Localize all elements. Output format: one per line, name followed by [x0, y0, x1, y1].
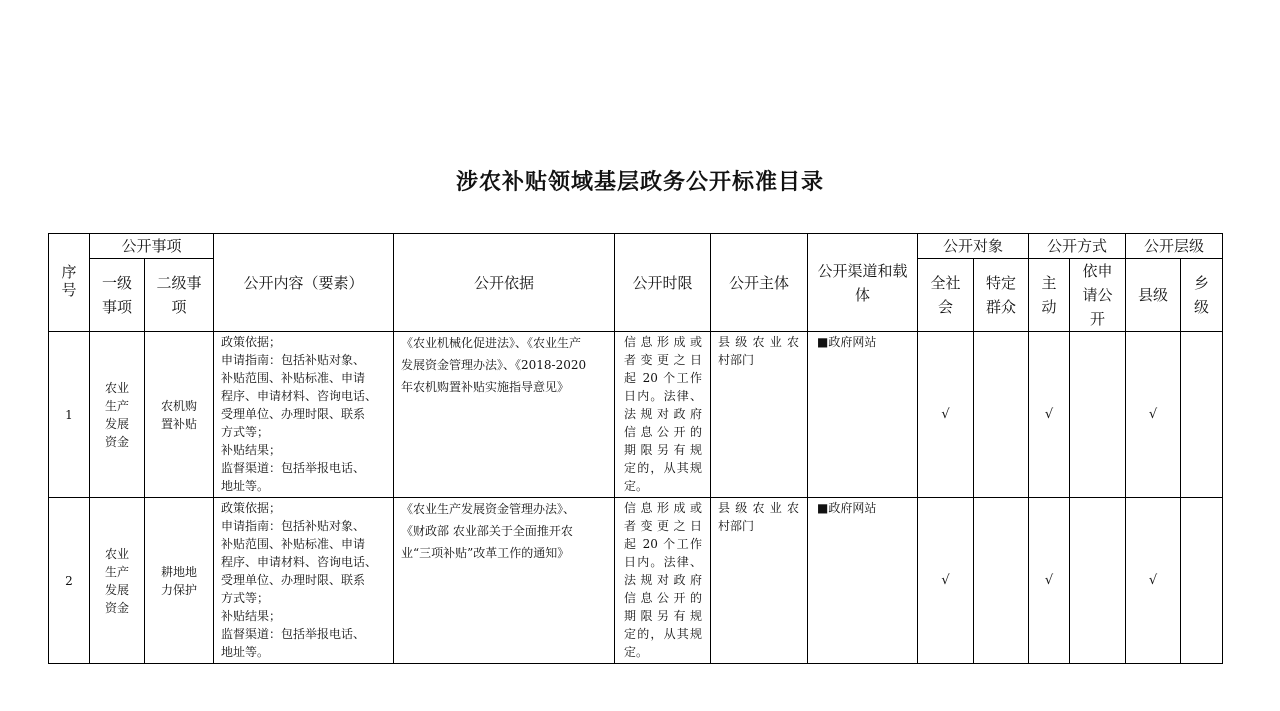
- row-township-check: [1181, 332, 1223, 498]
- header-object-group: 公开对象: [918, 234, 1029, 259]
- cell-line: 定的，从其规: [624, 627, 703, 641]
- cell-line: 县级农业农: [718, 501, 800, 515]
- row-seq: 2: [49, 498, 90, 664]
- cell-line: 《农业机械化促进法》、《农业生产: [401, 336, 582, 350]
- header-basis: 公开依据: [394, 234, 615, 332]
- cell-line: 信息公开的: [624, 425, 703, 439]
- row-channel: ■政府网站: [808, 332, 918, 498]
- cell-line: 《财政部 农业部关于全面推开农: [401, 524, 573, 538]
- cell-line: 受理单位、办理时限、联系: [221, 573, 366, 587]
- disclosure-catalog-table: [48, 233, 1223, 664]
- cell-line: 程序、申请材料、咨询电话、: [221, 555, 378, 569]
- row-subject: [711, 498, 808, 664]
- cell-line: 期限另有规: [624, 443, 703, 457]
- row-level1: 农业生产发展资金: [90, 332, 145, 498]
- cell-line: 方式等；: [221, 591, 270, 605]
- cell-line: 政策依据；: [221, 335, 282, 349]
- cell-line: 信息形成或: [624, 335, 703, 349]
- header-time-limit: 公开时限: [615, 234, 711, 332]
- document-title: 涉农补贴领域基层政务公开标准目录: [455, 170, 824, 195]
- row-subject: [711, 332, 808, 498]
- cell-line: 村部门: [718, 353, 755, 367]
- cell-line: 受理单位、办理时限、联系: [221, 407, 366, 421]
- cell-line: 县级农业农: [718, 335, 800, 349]
- header-on-request: 依申请公开: [1070, 259, 1126, 332]
- row-active-check: √: [1029, 498, 1070, 664]
- row-seq: 1: [49, 332, 90, 498]
- header-specific-group: 特定群众: [974, 259, 1029, 332]
- cell-line: 起 20 个工作: [624, 371, 703, 385]
- cell-line: 监督渠道：包括举报电话、: [221, 461, 366, 475]
- cell-line: 地址等。: [221, 645, 270, 659]
- cell-line: 申请指南：包括补贴对象、: [221, 519, 366, 533]
- cell-line: 地址等。: [221, 479, 270, 493]
- cell-line: 补贴范围、补贴标准、申请: [221, 371, 366, 385]
- table-row: [49, 332, 1223, 498]
- header-channel: 公开渠道和载体: [808, 234, 918, 332]
- row-county-check: √: [1126, 498, 1181, 664]
- cell-line: 者变更之日: [624, 353, 703, 367]
- header-all-society: 全社会: [918, 259, 974, 332]
- header-township: 乡级: [1181, 259, 1223, 332]
- cell-line: 定。: [624, 645, 649, 659]
- cell-line: 《农业生产发展资金管理办法》、: [401, 502, 576, 516]
- row-active-check: √: [1029, 332, 1070, 498]
- cell-line: 信息形成或: [624, 501, 703, 515]
- cell-line: 者变更之日: [624, 519, 703, 533]
- header-level2: 二级事项: [145, 259, 214, 332]
- row-level2: 农机购置补贴: [145, 332, 214, 498]
- cell-line: 日内。法律、: [624, 389, 703, 403]
- cell-line: 日内。法律、: [624, 555, 703, 569]
- cell-line: 业“三项补贴”改革工作的通知》: [401, 546, 570, 560]
- table-row: [49, 498, 1223, 664]
- row-all-society-check: √: [918, 332, 974, 498]
- row-level2: 耕地地力保护: [145, 498, 214, 664]
- row-all-society-check: √: [918, 498, 974, 664]
- row-level1: 农业生产发展资金: [90, 498, 145, 664]
- header-seq: 序号: [49, 234, 90, 332]
- row-time-limit: [615, 332, 711, 498]
- cell-line: 补贴范围、补贴标准、申请: [221, 537, 366, 551]
- row-specific-group-check: [974, 498, 1029, 664]
- cell-line: 年农机购置补贴实施指导意见》: [401, 380, 570, 394]
- header-level1: 一级事项: [90, 259, 145, 332]
- cell-line: 起 20 个工作: [624, 537, 703, 551]
- row-county-check: √: [1126, 332, 1181, 498]
- cell-line: 信息公开的: [624, 591, 703, 605]
- cell-line: 补贴结果；: [221, 443, 282, 457]
- cell-line: 期限另有规: [624, 609, 703, 623]
- row-channel: ■政府网站: [808, 498, 918, 664]
- cell-line: 村部门: [718, 519, 755, 533]
- row-on-request-check: [1070, 332, 1126, 498]
- header-content: 公开内容（要素）: [214, 234, 394, 332]
- cell-line: 法规对政府: [624, 573, 703, 587]
- row-content: [214, 332, 394, 498]
- cell-line: 程序、申请材料、咨询电话、: [221, 389, 378, 403]
- cell-line: 政策依据；: [221, 501, 282, 515]
- header-county: 县级: [1126, 259, 1181, 332]
- header-level-group: 公开层级: [1126, 234, 1223, 259]
- cell-line: 补贴结果；: [221, 609, 282, 623]
- row-content: [214, 498, 394, 664]
- header-method-group: 公开方式: [1029, 234, 1126, 259]
- row-basis: [394, 332, 615, 498]
- row-time-limit: [615, 498, 711, 664]
- header-active: 主动: [1029, 259, 1070, 332]
- row-on-request-check: [1070, 498, 1126, 664]
- header-subject: 公开主体: [711, 234, 808, 332]
- cell-line: 定的，从其规: [624, 461, 703, 475]
- row-specific-group-check: [974, 332, 1029, 498]
- cell-line: 申请指南：包括补贴对象、: [221, 353, 366, 367]
- cell-line: 监督渠道：包括举报电话、: [221, 627, 366, 641]
- cell-line: 法规对政府: [624, 407, 703, 421]
- cell-line: 定。: [624, 479, 649, 493]
- row-township-check: [1181, 498, 1223, 664]
- cell-line: 发展资金管理办法》、《2018-2020: [401, 358, 587, 372]
- row-basis: [394, 498, 615, 664]
- cell-line: 方式等；: [221, 425, 270, 439]
- header-item-group: 公开事项: [90, 234, 214, 259]
